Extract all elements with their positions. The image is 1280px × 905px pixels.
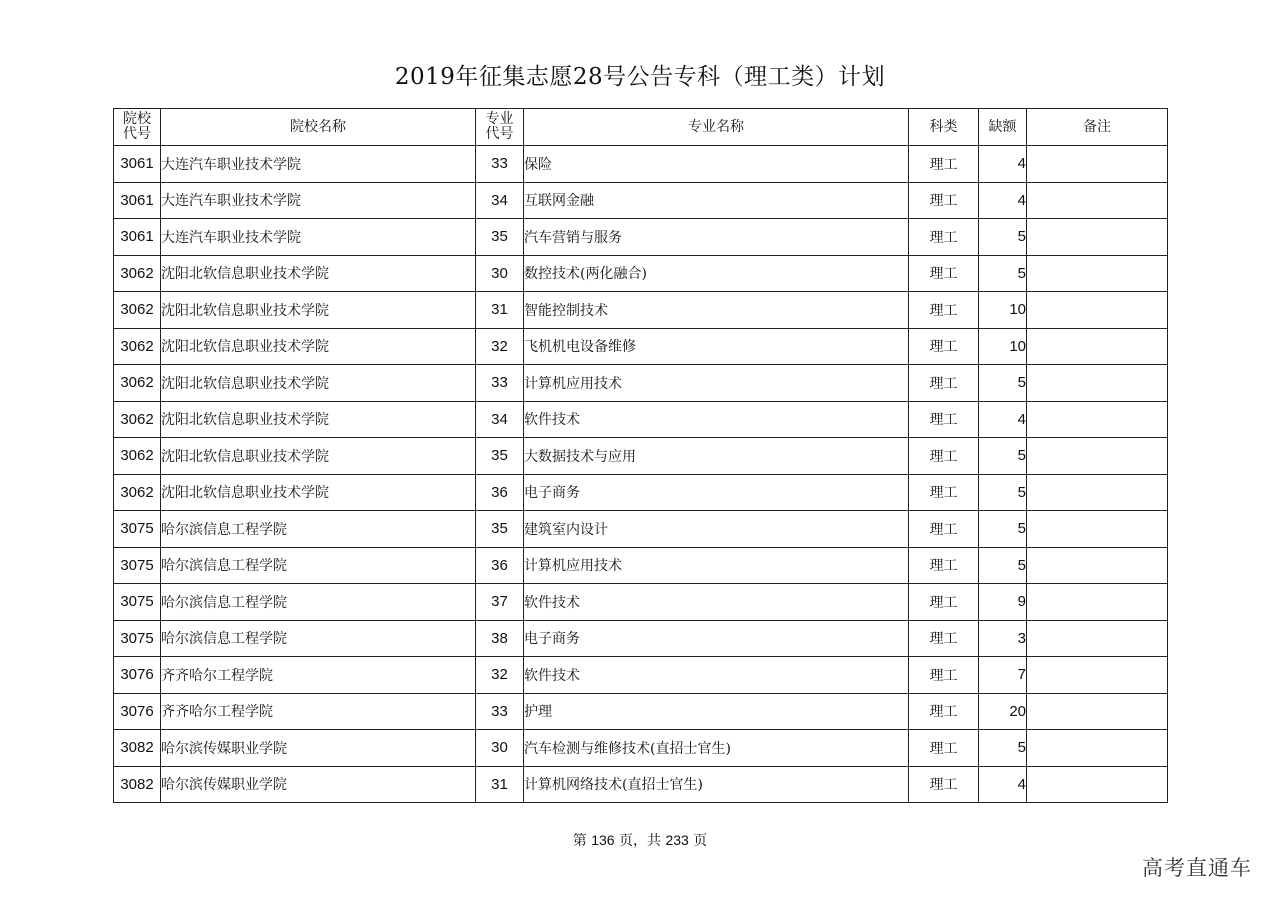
footer-page-number: 136 bbox=[591, 832, 615, 848]
cell-school-code: 3061 bbox=[114, 219, 161, 256]
cell-school-code: 3062 bbox=[114, 365, 161, 402]
cell-major-name: 保险 bbox=[524, 146, 909, 183]
cell-category: 理工 bbox=[909, 547, 979, 584]
cell-category: 理工 bbox=[909, 766, 979, 803]
header-major-code bbox=[476, 109, 524, 146]
cell-category: 理工 bbox=[909, 401, 979, 438]
cell-school-code: 3062 bbox=[114, 474, 161, 511]
cell-major-name: 汽车营销与服务 bbox=[524, 219, 909, 256]
cell-major-code: 35 bbox=[476, 219, 524, 256]
cell-school-name: 大连汽车职业技术学院 bbox=[161, 146, 476, 183]
cell-major-code: 35 bbox=[476, 511, 524, 548]
header-major-name: 专业名称 bbox=[524, 109, 909, 146]
header-major-code-line1: 专业 bbox=[485, 111, 514, 127]
cell-vacancies: 5 bbox=[979, 511, 1027, 548]
table-row bbox=[114, 657, 1168, 694]
cell-category: 理工 bbox=[909, 219, 979, 256]
cell-school-code: 3061 bbox=[114, 182, 161, 219]
cell-major-code: 32 bbox=[476, 657, 524, 694]
cell-school-name: 哈尔滨信息工程学院 bbox=[161, 620, 476, 657]
cell-major-name: 计算机网络技术(直招士官生) bbox=[524, 766, 909, 803]
table-body bbox=[114, 146, 1168, 803]
footer-suffix: 页 bbox=[693, 833, 708, 849]
page-footer bbox=[0, 830, 1280, 850]
cell-school-code: 3076 bbox=[114, 693, 161, 730]
table-row bbox=[114, 474, 1168, 511]
cell-vacancies: 5 bbox=[979, 219, 1027, 256]
cell-category: 理工 bbox=[909, 474, 979, 511]
cell-vacancies: 9 bbox=[979, 584, 1027, 621]
cell-remarks bbox=[1027, 401, 1168, 438]
table-row bbox=[114, 438, 1168, 475]
cell-category: 理工 bbox=[909, 657, 979, 694]
cell-remarks bbox=[1027, 438, 1168, 475]
cell-major-name: 软件技术 bbox=[524, 657, 909, 694]
cell-school-name: 哈尔滨信息工程学院 bbox=[161, 584, 476, 621]
cell-major-code: 37 bbox=[476, 584, 524, 621]
cell-remarks bbox=[1027, 255, 1168, 292]
cell-vacancies: 5 bbox=[979, 730, 1027, 767]
footer-prefix: 第 bbox=[572, 833, 587, 849]
cell-remarks bbox=[1027, 584, 1168, 621]
cell-category: 理工 bbox=[909, 730, 979, 767]
cell-major-code: 32 bbox=[476, 328, 524, 365]
cell-school-code: 3062 bbox=[114, 292, 161, 329]
footer-middle: 页，共 bbox=[619, 833, 661, 849]
cell-school-name: 沈阳北软信息职业技术学院 bbox=[161, 438, 476, 475]
table-row bbox=[114, 255, 1168, 292]
cell-school-code: 3075 bbox=[114, 584, 161, 621]
cell-remarks bbox=[1027, 730, 1168, 767]
cell-school-name: 齐齐哈尔工程学院 bbox=[161, 657, 476, 694]
cell-school-name: 沈阳北软信息职业技术学院 bbox=[161, 401, 476, 438]
cell-major-name: 汽车检测与维修技术(直招士官生) bbox=[524, 730, 909, 767]
cell-school-name: 大连汽车职业技术学院 bbox=[161, 219, 476, 256]
cell-category: 理工 bbox=[909, 584, 979, 621]
cell-category: 理工 bbox=[909, 292, 979, 329]
cell-remarks bbox=[1027, 146, 1168, 183]
cell-major-name: 软件技术 bbox=[524, 584, 909, 621]
cell-remarks bbox=[1027, 766, 1168, 803]
cell-major-code: 36 bbox=[476, 547, 524, 584]
cell-major-name: 建筑室内设计 bbox=[524, 511, 909, 548]
page-title: 2019年征集志愿28号公告专科（理工类）计划 bbox=[394, 64, 886, 90]
cell-remarks bbox=[1027, 657, 1168, 694]
cell-vacancies: 4 bbox=[979, 766, 1027, 803]
cell-major-name: 互联网金融 bbox=[524, 182, 909, 219]
cell-school-code: 3076 bbox=[114, 657, 161, 694]
cell-vacancies: 5 bbox=[979, 365, 1027, 402]
cell-major-code: 33 bbox=[476, 365, 524, 402]
table-row bbox=[114, 730, 1168, 767]
cell-school-name: 沈阳北软信息职业技术学院 bbox=[161, 292, 476, 329]
table-header-row bbox=[114, 109, 1168, 146]
cell-vacancies: 5 bbox=[979, 547, 1027, 584]
cell-major-name: 计算机应用技术 bbox=[524, 365, 909, 402]
table-row bbox=[114, 766, 1168, 803]
cell-school-name: 沈阳北软信息职业技术学院 bbox=[161, 474, 476, 511]
cell-vacancies: 4 bbox=[979, 146, 1027, 183]
cell-major-name: 大数据技术与应用 bbox=[524, 438, 909, 475]
cell-vacancies: 20 bbox=[979, 693, 1027, 730]
cell-remarks bbox=[1027, 365, 1168, 402]
cell-major-name: 护理 bbox=[524, 693, 909, 730]
cell-school-code: 3062 bbox=[114, 438, 161, 475]
header-vacancies: 缺额 bbox=[979, 109, 1027, 146]
cell-major-name: 数控技术(两化融合) bbox=[524, 255, 909, 292]
cell-school-name: 哈尔滨信息工程学院 bbox=[161, 511, 476, 548]
cell-school-code: 3075 bbox=[114, 620, 161, 657]
cell-major-code: 34 bbox=[476, 182, 524, 219]
cell-major-code: 38 bbox=[476, 620, 524, 657]
cell-school-code: 3062 bbox=[114, 328, 161, 365]
cell-vacancies: 10 bbox=[979, 292, 1027, 329]
cell-school-name: 大连汽车职业技术学院 bbox=[161, 182, 476, 219]
table-row bbox=[114, 511, 1168, 548]
cell-major-name: 电子商务 bbox=[524, 474, 909, 511]
cell-remarks bbox=[1027, 620, 1168, 657]
cell-major-code: 30 bbox=[476, 255, 524, 292]
cell-vacancies: 10 bbox=[979, 328, 1027, 365]
cell-school-name: 沈阳北软信息职业技术学院 bbox=[161, 365, 476, 402]
cell-major-code: 30 bbox=[476, 730, 524, 767]
table-row bbox=[114, 365, 1168, 402]
cell-category: 理工 bbox=[909, 620, 979, 657]
watermark-text: 高考直通车 bbox=[1142, 856, 1252, 880]
cell-school-code: 3075 bbox=[114, 547, 161, 584]
cell-school-name: 沈阳北软信息职业技术学院 bbox=[161, 328, 476, 365]
cell-vacancies: 7 bbox=[979, 657, 1027, 694]
cell-school-code: 3062 bbox=[114, 255, 161, 292]
cell-category: 理工 bbox=[909, 693, 979, 730]
cell-remarks bbox=[1027, 219, 1168, 256]
cell-category: 理工 bbox=[909, 438, 979, 475]
cell-school-name: 哈尔滨传媒职业学院 bbox=[161, 766, 476, 803]
cell-major-code: 33 bbox=[476, 146, 524, 183]
cell-category: 理工 bbox=[909, 182, 979, 219]
table-row bbox=[114, 328, 1168, 365]
plan-table bbox=[113, 108, 1168, 803]
header-remarks: 备注 bbox=[1027, 109, 1168, 146]
cell-major-code: 31 bbox=[476, 292, 524, 329]
cell-remarks bbox=[1027, 182, 1168, 219]
footer-total-pages: 233 bbox=[665, 832, 689, 848]
cell-school-code: 3061 bbox=[114, 146, 161, 183]
cell-school-name: 哈尔滨信息工程学院 bbox=[161, 547, 476, 584]
cell-school-code: 3082 bbox=[114, 766, 161, 803]
cell-major-code: 35 bbox=[476, 438, 524, 475]
cell-remarks bbox=[1027, 547, 1168, 584]
cell-category: 理工 bbox=[909, 255, 979, 292]
table-row bbox=[114, 292, 1168, 329]
cell-school-name: 沈阳北软信息职业技术学院 bbox=[161, 255, 476, 292]
cell-school-code: 3062 bbox=[114, 401, 161, 438]
table-row bbox=[114, 219, 1168, 256]
header-school-code-line1: 院校 bbox=[123, 111, 151, 127]
header-category: 科类 bbox=[909, 109, 979, 146]
cell-major-name: 飞机机电设备维修 bbox=[524, 328, 909, 365]
cell-school-name: 齐齐哈尔工程学院 bbox=[161, 693, 476, 730]
header-school-code bbox=[114, 109, 161, 146]
cell-major-code: 34 bbox=[476, 401, 524, 438]
cell-major-code: 33 bbox=[476, 693, 524, 730]
header-school-code-line2: 代号 bbox=[123, 126, 151, 142]
cell-major-name: 软件技术 bbox=[524, 401, 909, 438]
cell-major-code: 31 bbox=[476, 766, 524, 803]
cell-vacancies: 5 bbox=[979, 438, 1027, 475]
cell-remarks bbox=[1027, 511, 1168, 548]
cell-school-name: 哈尔滨传媒职业学院 bbox=[161, 730, 476, 767]
cell-school-code: 3075 bbox=[114, 511, 161, 548]
cell-category: 理工 bbox=[909, 328, 979, 365]
cell-vacancies: 5 bbox=[979, 474, 1027, 511]
table-row bbox=[114, 693, 1168, 730]
table-row bbox=[114, 547, 1168, 584]
cell-remarks bbox=[1027, 474, 1168, 511]
cell-remarks bbox=[1027, 693, 1168, 730]
header-major-code-line2: 代号 bbox=[485, 126, 514, 142]
cell-major-code: 36 bbox=[476, 474, 524, 511]
cell-school-code: 3082 bbox=[114, 730, 161, 767]
cell-vacancies: 4 bbox=[979, 182, 1027, 219]
cell-major-name: 计算机应用技术 bbox=[524, 547, 909, 584]
table-row bbox=[114, 401, 1168, 438]
header-school-name: 院校名称 bbox=[161, 109, 476, 146]
cell-category: 理工 bbox=[909, 146, 979, 183]
table-row bbox=[114, 146, 1168, 183]
cell-category: 理工 bbox=[909, 511, 979, 548]
cell-remarks bbox=[1027, 328, 1168, 365]
cell-major-name: 智能控制技术 bbox=[524, 292, 909, 329]
table-row bbox=[114, 584, 1168, 621]
cell-category: 理工 bbox=[909, 365, 979, 402]
cell-vacancies: 5 bbox=[979, 255, 1027, 292]
cell-remarks bbox=[1027, 292, 1168, 329]
cell-major-name: 电子商务 bbox=[524, 620, 909, 657]
table-row bbox=[114, 620, 1168, 657]
cell-vacancies: 3 bbox=[979, 620, 1027, 657]
table-row bbox=[114, 182, 1168, 219]
cell-vacancies: 4 bbox=[979, 401, 1027, 438]
